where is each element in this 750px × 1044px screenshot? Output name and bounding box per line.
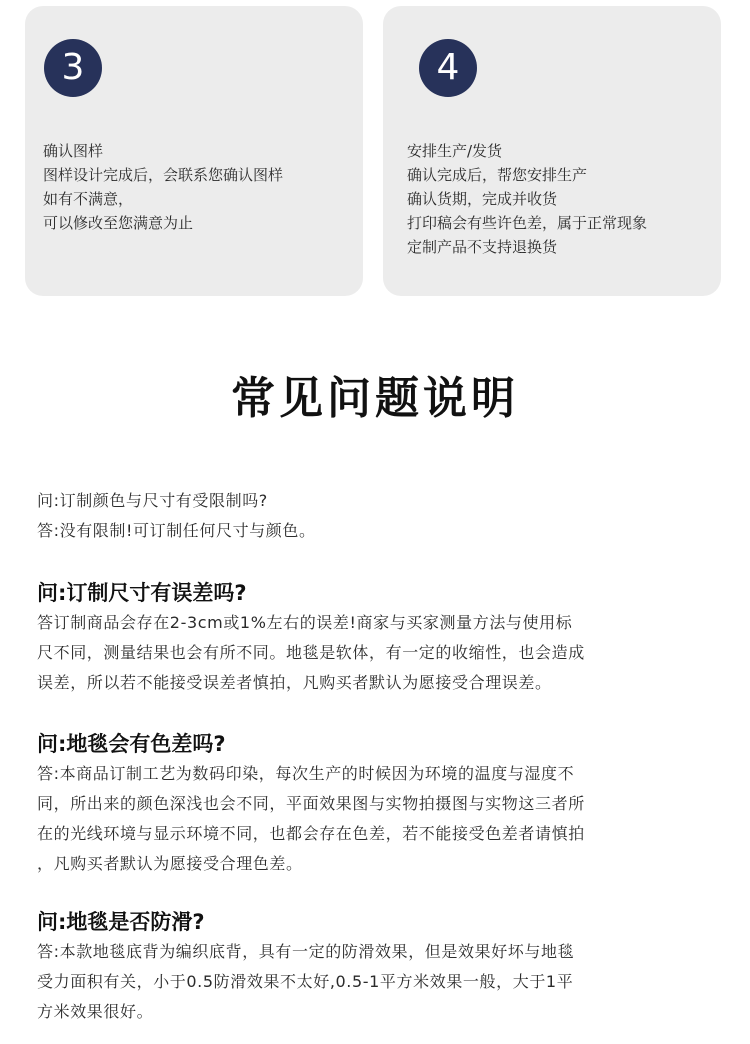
step-title: 安排生产/发货 — [407, 142, 503, 160]
step-text-line: 图样设计完成后，会联系您确认图样 — [43, 166, 284, 184]
step-number-badge: 4 — [419, 39, 477, 97]
faq-question: 问:订制尺寸有误差吗? — [37, 581, 247, 605]
faq-answer-line: 答:没有限制!可订制任何尺寸与颜色。 — [37, 521, 316, 540]
faq-answer-line: ，凡购买者默认为愿接受合理色差。 — [37, 854, 303, 873]
step-card-4 — [383, 6, 721, 296]
faq-section-title: 常见问题说明 — [231, 373, 519, 424]
faq-item — [37, 907, 717, 1027]
faq-answer-line: 在的光线环境与显示环境不同，也都会存在色差，若不能接受色差者请慎拍 — [37, 824, 585, 843]
step-description — [43, 139, 353, 235]
step-text-line: 如有不满意， — [43, 190, 134, 208]
faq-answer-line: 误差，所以若不能接受误差者慎拍，凡购买者默认为愿接受合理误差。 — [37, 673, 552, 692]
step-card-3 — [25, 6, 363, 296]
step-number-badge: 3 — [44, 39, 102, 97]
step-text-line: 确认完成后，帮您安排生产 — [407, 166, 588, 184]
step-title: 确认图样 — [43, 142, 104, 160]
faq-question: 问:地毯会有色差吗? — [37, 732, 226, 756]
faq-item — [37, 729, 717, 879]
faq-answer-line: 受力面积有关，小于0.5防滑效果不太好,0.5-1平方米效果一般，大于1平 — [37, 972, 574, 991]
step-text-line: 可以修改至您满意为止 — [43, 214, 194, 232]
faq-answer-line: 方米效果很好。 — [37, 1002, 154, 1021]
step-text-line: 确认货期，完成并收货 — [407, 190, 558, 208]
faq-question: 问:地毯是否防滑? — [37, 910, 205, 934]
faq-question: 问:订制颜色与尺寸有受限制吗? — [37, 491, 268, 510]
step-text-line: 打印稿会有些许色差，属于正常现象 — [407, 214, 648, 232]
faq-answer-line: 答订制商品会存在2-3cm或1%左右的误差!商家与买家测量方法与使用标 — [37, 613, 573, 632]
faq-answer-line: 尺不同，测量结果也会有所不同。地毯是软体，有一定的收缩性，也会造成 — [37, 643, 585, 662]
faq-answer-line: 答:本商品订制工艺为数码印染，每次生产的时候因为环境的温度与湿度不 — [37, 764, 575, 783]
faq-item — [37, 578, 717, 698]
faq-answer-line: 答:本款地毯底背为编织底背，具有一定的防滑效果，但是效果好坏与地毯 — [37, 942, 575, 961]
step-text-line: 定制产品不支持退换货 — [407, 238, 558, 256]
step-description — [407, 139, 711, 259]
faq-item — [37, 486, 717, 546]
faq-answer-line: 同，所出来的颜色深浅也会不同，平面效果图与实物拍摄图与实物这三者所 — [37, 794, 585, 813]
